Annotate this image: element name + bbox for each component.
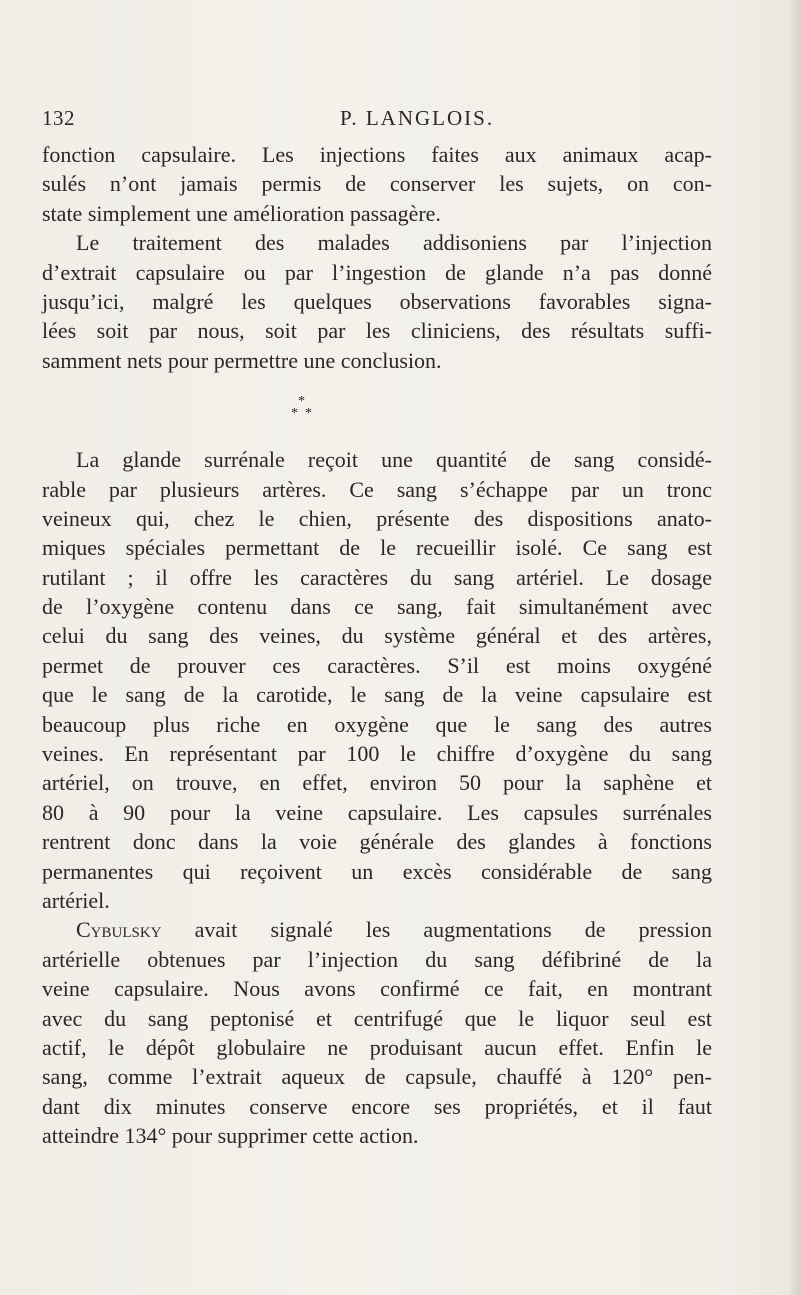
text-line: artériel, on trouve, en effet, environ 50 pour la saphène et — [42, 770, 712, 796]
page-edge-shadow — [787, 0, 801, 1295]
page-number: 132 — [42, 106, 75, 130]
text-line: La glande surrénale reçoit une quantité de sang considé- — [76, 447, 712, 473]
text-line: celui du sang des veines, du système général et des artères, — [42, 623, 712, 649]
text-line: atteindre 134° pour supprimer cette action. — [42, 1123, 419, 1149]
text-line: actif, le dépôt globulaire ne produisant aucun effet. Enfin le — [42, 1034, 712, 1060]
text-line: avec du sang peptonisé et centrifugé que le liquor seul est — [42, 1005, 712, 1031]
text-line: veines. En représentant par 100 le chiffre d’oxygène du sang — [42, 741, 712, 767]
text-line: permanentes qui reçoivent un excès considérable de sang — [42, 858, 712, 884]
text-line: artérielle obtenues par l’injection du sang défibriné de la — [42, 946, 712, 972]
asterism-star: * — [291, 406, 298, 422]
text-line: veine capsulaire. Nous avons confirmé ce fait, en montrant — [42, 976, 712, 1002]
text-line: 80 à 90 pour la veine capsulaire. Les capsules surrénales — [42, 799, 712, 825]
paragraph-4 — [42, 915, 712, 1150]
author-name: Cybulsky — [76, 917, 162, 943]
text-line: state simplement une amélioration passagère. — [42, 200, 441, 226]
text-line: d’extrait capsulaire ou par l’ingestion de glande n’a pas donné — [42, 259, 712, 285]
running-head — [0, 106, 801, 136]
text-line: samment nets pour permettre une conclusion. — [42, 347, 442, 373]
text-line: sang, comme l’extrait aqueux de capsule, chauffé à 120° pen- — [42, 1064, 712, 1090]
text-line: artériel. — [42, 887, 110, 913]
text-line: rentrent donc dans la voie générale des glandes à fonctions — [42, 829, 712, 855]
text-fragment: avait signalé les augmentations de pression — [161, 917, 712, 943]
asterism-star: * — [298, 394, 305, 410]
text-line: dant dix minutes conserve encore ses propriétés, et il faut — [42, 1093, 712, 1119]
text-line: sulés n’ont jamais permis de conserver les sujets, on con- — [42, 171, 712, 197]
asterism-separator — [42, 375, 712, 445]
text-line: rutilant ; il offre les caractères du sang artériel. Le dosage — [42, 564, 712, 590]
paragraph-2 — [42, 228, 712, 375]
running-title: P. LANGLOIS. — [340, 106, 495, 130]
text-line: jusqu’ici, malgré les quelques observations favorables signa- — [42, 288, 712, 314]
text-line: permet de prouver ces caractères. S’il est moins oxygéné — [42, 652, 712, 678]
text-line: de l’oxygène contenu dans ce sang, fait simultanément avec — [42, 594, 712, 620]
asterism-star: * — [305, 406, 312, 422]
text-line: beaucoup plus riche en oxygène que le sang des autres — [42, 711, 712, 737]
text-line — [42, 915, 712, 944]
paragraph-3 — [42, 445, 712, 915]
body-text — [42, 140, 712, 1151]
text-line: que le sang de la carotide, le sang de la veine capsulaire est — [42, 682, 712, 708]
text-line: Le traitement des malades addisoniens par l’injection — [76, 230, 712, 256]
text-line: lées soit par nous, soit par les cliniciens, des résultats suffi- — [42, 318, 712, 344]
text-line: fonction capsulaire. Les injections faites aux animaux acap- — [42, 142, 712, 167]
text-line: miques spéciales permettant de le recueillir isolé. Ce sang est — [42, 535, 712, 561]
text-line: rable par plusieurs artères. Ce sang s’échappe par un tronc — [42, 476, 712, 502]
text-line: veineux qui, chez le chien, présente des dispositions anato- — [42, 505, 712, 531]
paragraph-1 — [42, 140, 712, 228]
